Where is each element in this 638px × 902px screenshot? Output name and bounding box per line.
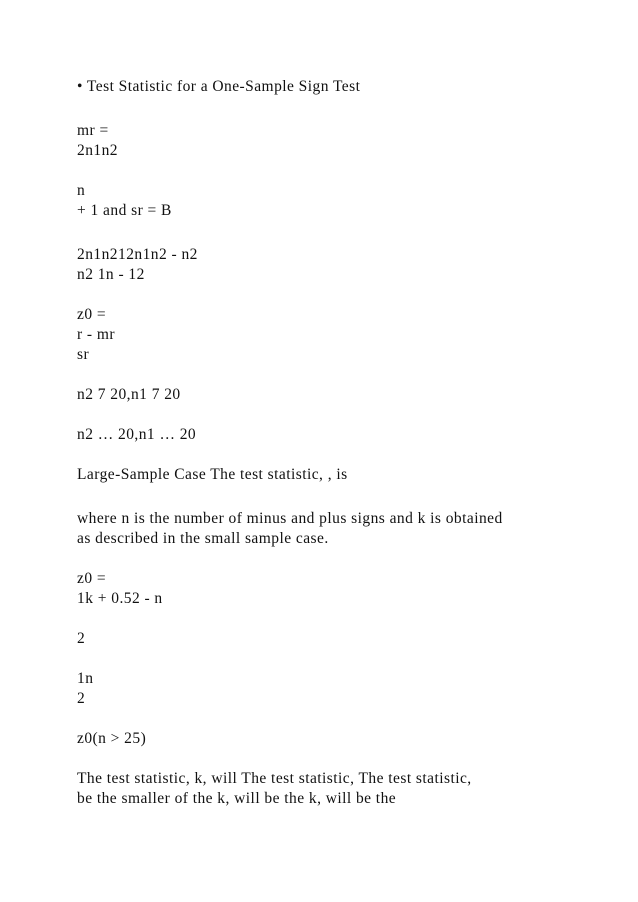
formula-line-mr: mr = [77, 122, 109, 139]
condition-line: n2 7 20,n1 7 20 [77, 386, 181, 403]
formula-line: 2n1n2 [77, 142, 118, 159]
formula-line-z0: z0 = [77, 306, 107, 323]
body-text-line: be the smaller of the k, will be the k, will be the [77, 790, 397, 807]
formula-line: n2 1n - 12 [77, 266, 145, 283]
condition-line: n2 … 20,n1 … 20 [77, 426, 197, 443]
formula-line: n [77, 182, 86, 199]
formula-line: sr [77, 346, 90, 363]
formula-line-z0: z0 = [77, 570, 107, 587]
body-text-line: Large-Sample Case The test statistic, , is [77, 466, 348, 483]
body-text-line: as described in the small sample case. [77, 530, 329, 547]
formula-line: + 1 and sr = B [77, 202, 172, 219]
condition-line: z0(n > 25) [77, 730, 147, 747]
body-text-line: The test statistic, k, will The test statistic, The test statistic, [77, 770, 472, 787]
formula-line: 2n1n212n1n2 - n2 [77, 246, 198, 263]
body-text-line: where n is the number of minus and plus signs and k is obtained [77, 510, 503, 527]
formula-line: 2 [77, 630, 86, 647]
formula-line: 2 [77, 690, 86, 707]
formula-line: r - mr [77, 326, 115, 343]
formula-line: 1k + 0.52 - n [77, 590, 163, 607]
bullet-heading: • Test Statistic for a One-Sample Sign Test [77, 78, 361, 95]
formula-line: 1n [77, 670, 94, 687]
